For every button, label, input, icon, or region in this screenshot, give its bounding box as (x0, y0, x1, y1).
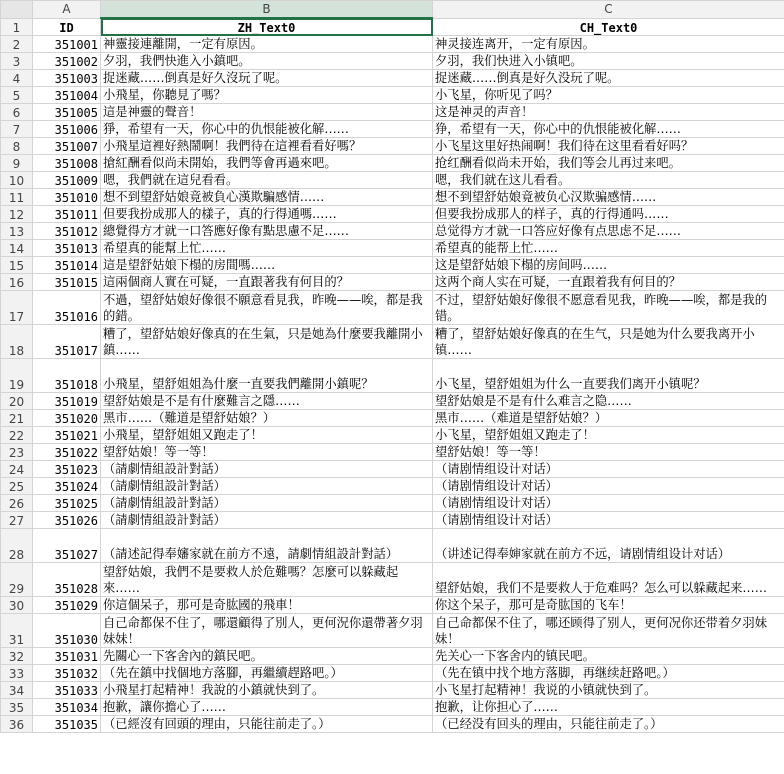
cell-zh-text[interactable]: 小飛星這裡好熱鬧啊！我們待在這裡看看好嗎？ (101, 138, 433, 155)
cell-id[interactable]: 351031 (33, 648, 101, 665)
cell-id[interactable]: 351024 (33, 478, 101, 495)
cell-id[interactable]: 351026 (33, 512, 101, 529)
cell-zh-text[interactable]: 先關心一下客舍內的鎮民吧。 (101, 648, 433, 665)
table-row (1, 359, 784, 393)
cell-ch-text[interactable]: 小飞星这里好热闹啊！我们待在这里看看好吗？ (433, 138, 784, 155)
cell-zh-text[interactable]: 小飛星打起精神！我說的小鎮就快到了。 (101, 682, 433, 699)
cell-zh-text[interactable]: （已經沒有回頭的理由，只能往前走了。） (101, 716, 433, 733)
row-header[interactable]: 19 (1, 359, 33, 393)
cell-ch-text[interactable]: 望舒姑娘！等一等！ (433, 444, 784, 461)
table-row (1, 393, 784, 410)
row-header[interactable]: 35 (1, 699, 33, 716)
cell-ch-text[interactable]: 黑市……（难道是望舒姑娘？） (433, 410, 784, 427)
cell-id[interactable]: 351002 (33, 53, 101, 70)
table-row (1, 512, 784, 529)
table-row (1, 648, 784, 665)
cell-id[interactable]: 351030 (33, 614, 101, 648)
row-header[interactable]: 25 (1, 478, 33, 495)
row-header[interactable]: 12 (1, 206, 33, 223)
row-header[interactable]: 6 (1, 104, 33, 121)
cell-zh-text[interactable]: （請劇情組設計對話） (101, 461, 433, 478)
cell-ch-text[interactable]: 你这个呆子，那可是奇肱国的飞车！ (433, 597, 784, 614)
row-header[interactable]: 27 (1, 512, 33, 529)
cell-ch-text[interactable]: 但要我扮成那人的样子，真的行得通吗…… (433, 206, 784, 223)
cell-zh-text[interactable]: 小飛星，你聽見了嗎？ (101, 87, 433, 104)
cell-ch-text[interactable]: 小飞星打起精神！我说的小镇就快到了。 (433, 682, 784, 699)
cell-id[interactable]: 351012 (33, 223, 101, 240)
cell-zh-text[interactable]: 搶紅酬看似尚未開始，我們等會再過來吧。 (101, 155, 433, 172)
cell-ch-text[interactable]: 嗯，我们就在这儿看看。 (433, 172, 784, 189)
row-header[interactable]: 16 (1, 274, 33, 291)
row-header[interactable]: 21 (1, 410, 33, 427)
cell-id[interactable]: 351032 (33, 665, 101, 682)
cell-zh-text[interactable]: 想不到望舒姑娘竟被負心漢欺騙感情…… (101, 189, 433, 206)
table-row (1, 138, 784, 155)
table-row (1, 427, 784, 444)
cell-id[interactable]: 351018 (33, 359, 101, 393)
cell-ch-text[interactable]: 这是望舒姑娘下榻的房间吗…… (433, 257, 784, 274)
cell-id[interactable]: 351020 (33, 410, 101, 427)
cell-zh-text[interactable]: （請劇情組設計對話） (101, 495, 433, 512)
cell-ch-text[interactable]: 望舒姑娘是不是有什么难言之隐…… (433, 393, 784, 410)
row-header[interactable]: 33 (1, 665, 33, 682)
row-header[interactable]: 28 (1, 529, 33, 563)
cell-id[interactable]: 351010 (33, 189, 101, 206)
cell-zh-text[interactable]: 希望真的能幫上忙…… (101, 240, 433, 257)
cell-ch-text[interactable]: 小飞星，你听见了吗？ (433, 87, 784, 104)
cell-id[interactable]: 351011 (33, 206, 101, 223)
table-row (1, 614, 784, 648)
row-header[interactable]: 2 (1, 36, 33, 53)
cell-id[interactable]: 351025 (33, 495, 101, 512)
column-header-b[interactable]: B (101, 1, 433, 19)
cell-zh-text[interactable]: 抱歉，讓你擔心了…… (101, 699, 433, 716)
row-header[interactable]: 24 (1, 461, 33, 478)
cell-ch-text[interactable]: 总觉得方才就一口答应好像有点思虑不足…… (433, 223, 784, 240)
header-row (1, 18, 784, 36)
cell-id[interactable]: 351013 (33, 240, 101, 257)
cell-zh-text[interactable]: 不過，望舒姑娘好像很不願意看見我，昨晚——唉，都是我的錯。 (101, 291, 433, 325)
cell-zh-text[interactable]: 夕羽，我們快進入小鎮吧。 (101, 53, 433, 70)
table-row (1, 189, 784, 206)
header-cell-zh-selected[interactable]: ZH_Text0 (101, 18, 433, 36)
header-cell-id[interactable]: ID (33, 18, 101, 36)
select-all-corner[interactable] (1, 1, 33, 19)
cell-zh-text[interactable]: 這是望舒姑娘下榻的房間嗎…… (101, 257, 433, 274)
cell-id[interactable]: 351028 (33, 563, 101, 597)
cell-ch-text[interactable]: 捉迷藏……倒真是好久没玩了呢。 (433, 70, 784, 87)
cell-zh-text[interactable]: 小飛星，望舒姐姐又跑走了！ (101, 427, 433, 444)
cell-id[interactable]: 351021 (33, 427, 101, 444)
cell-zh-text[interactable]: 神靈接連離開，一定有原因。 (101, 36, 433, 53)
cell-id[interactable]: 351015 (33, 274, 101, 291)
cell-id[interactable]: 351023 (33, 461, 101, 478)
row-header[interactable]: 30 (1, 597, 33, 614)
cell-zh-text[interactable]: （請述記得奉嬸家就在前方不遠，請劇情組設計對話） (101, 529, 433, 563)
cell-ch-text[interactable]: 这两个商人实在可疑，一直跟着我有何目的？ (433, 274, 784, 291)
table-row (1, 529, 784, 563)
table-row (1, 410, 784, 427)
row-header[interactable]: 20 (1, 393, 33, 410)
row-header[interactable]: 8 (1, 138, 33, 155)
table-row (1, 121, 784, 138)
row-header[interactable]: 11 (1, 189, 33, 206)
cell-zh-text[interactable]: 糟了，望舒姑娘好像真的在生氣，只是她為什麼要我離開小鎮…… (101, 325, 433, 359)
cell-ch-text[interactable]: （先在镇中找个地方落脚，再继续赶路吧。） (433, 665, 784, 682)
table-row (1, 104, 784, 121)
row-header[interactable]: 1 (1, 18, 33, 36)
cell-ch-text[interactable]: （请剧情组设计对话） (433, 478, 784, 495)
cell-id[interactable]: 351004 (33, 87, 101, 104)
cell-zh-text[interactable]: 你這個呆子，那可是奇肱國的飛車！ (101, 597, 433, 614)
cell-ch-text[interactable]: 夕羽，我们快进入小镇吧。 (433, 53, 784, 70)
cell-zh-text[interactable]: （請劇情組設計對話） (101, 478, 433, 495)
cell-zh-text[interactable]: 黑市……（難道是望舒姑娘？） (101, 410, 433, 427)
table-row (1, 699, 784, 716)
table-row (1, 325, 784, 359)
table-row (1, 563, 784, 597)
row-header[interactable]: 23 (1, 444, 33, 461)
table-row (1, 597, 784, 614)
cell-zh-text[interactable]: 望舒姑娘是不是有什麼難言之隱…… (101, 393, 433, 410)
table-row (1, 478, 784, 495)
cell-ch-text[interactable]: （请剧情组设计对话） (433, 512, 784, 529)
cell-ch-text[interactable]: （讲述记得奉婶家就在前方不远，请剧情组设计对话） (433, 529, 784, 563)
cell-id[interactable]: 351034 (33, 699, 101, 716)
row-header[interactable]: 29 (1, 563, 33, 597)
cell-id[interactable]: 351016 (33, 291, 101, 325)
cell-id[interactable]: 351005 (33, 104, 101, 121)
cell-id[interactable]: 351001 (33, 36, 101, 53)
header-cell-ch[interactable]: CH_Text0 (433, 18, 784, 36)
cell-id[interactable]: 351033 (33, 682, 101, 699)
table-row (1, 172, 784, 189)
cell-ch-text[interactable]: 望舒姑娘，我们不是要救人于危难吗？怎么可以躲藏起来…… (433, 563, 784, 597)
table-row (1, 495, 784, 512)
table-row (1, 53, 784, 70)
cell-ch-text[interactable]: 糟了，望舒姑娘好像真的在生气，只是她为什么要我离开小镇…… (433, 325, 784, 359)
table-row (1, 274, 784, 291)
table-row (1, 87, 784, 104)
cell-ch-text[interactable]: 这是神灵的声音！ (433, 104, 784, 121)
table-row (1, 36, 784, 53)
cell-zh-text[interactable]: 這兩個商人實在可疑，一直跟著我有何目的？ (101, 274, 433, 291)
row-header[interactable]: 13 (1, 223, 33, 240)
cell-zh-text[interactable]: 但要我扮成那人的樣子，真的行得通嗎…… (101, 206, 433, 223)
table-row (1, 444, 784, 461)
table-row (1, 461, 784, 478)
row-header[interactable]: 9 (1, 155, 33, 172)
row-header[interactable]: 4 (1, 70, 33, 87)
cell-ch-text[interactable]: 神灵接连离开，一定有原因。 (433, 36, 784, 53)
column-header-c[interactable]: C (433, 1, 784, 19)
row-header[interactable]: 10 (1, 172, 33, 189)
cell-id[interactable]: 351029 (33, 597, 101, 614)
row-header[interactable]: 14 (1, 240, 33, 257)
cell-id[interactable]: 351003 (33, 70, 101, 87)
cell-zh-text[interactable]: 猙，希望有一天，你心中的仇恨能被化解…… (101, 121, 433, 138)
cell-zh-text[interactable]: 自己命都保不住了，哪還顧得了別人，更何況你還帶著夕羽妹妹！ (101, 614, 433, 648)
cell-zh-text[interactable]: 捉迷藏……倒真是好久沒玩了呢。 (101, 70, 433, 87)
table-row (1, 70, 784, 87)
cell-zh-text[interactable]: 嗯，我們就在這兒看看。 (101, 172, 433, 189)
cell-ch-text[interactable]: （已经没有回头的理由，只能往前走了。） (433, 716, 784, 733)
cell-id[interactable]: 351022 (33, 444, 101, 461)
cell-id[interactable]: 351019 (33, 393, 101, 410)
row-header[interactable]: 36 (1, 716, 33, 733)
row-header[interactable]: 7 (1, 121, 33, 138)
cell-ch-text[interactable]: 抱歉，让你担心了…… (433, 699, 784, 716)
cell-ch-text[interactable]: 自己命都保不住了，哪还顾得了别人，更何况你还带着夕羽妹妹！ (433, 614, 784, 648)
cell-id[interactable]: 351014 (33, 257, 101, 274)
cell-zh-text[interactable]: 望舒姑娘！等一等！ (101, 444, 433, 461)
row-header[interactable]: 34 (1, 682, 33, 699)
cell-zh-text[interactable]: （先在鎮中找個地方落腳，再繼續趕路吧。） (101, 665, 433, 682)
cell-zh-text[interactable]: （請劇情組設計對話） (101, 512, 433, 529)
row-header[interactable]: 17 (1, 291, 33, 325)
table-row (1, 716, 784, 733)
table-row (1, 682, 784, 699)
cell-ch-text[interactable]: 先关心一下客舍内的镇民吧。 (433, 648, 784, 665)
column-header-a[interactable]: A (33, 1, 101, 19)
cell-ch-text[interactable]: 希望真的能帮上忙…… (433, 240, 784, 257)
cell-id[interactable]: 351009 (33, 172, 101, 189)
cell-id[interactable]: 351017 (33, 325, 101, 359)
row-header[interactable]: 31 (1, 614, 33, 648)
table-row (1, 665, 784, 682)
row-header[interactable]: 32 (1, 648, 33, 665)
cell-id[interactable]: 351006 (33, 121, 101, 138)
cell-ch-text[interactable]: 小飞星，望舒姐姐为什么一直要我们离开小镇呢？ (433, 359, 784, 393)
cell-ch-text[interactable]: （请剧情组设计对话） (433, 461, 784, 478)
row-header[interactable]: 3 (1, 53, 33, 70)
cell-ch-text[interactable]: 抢红酬看似尚未开始，我们等会儿再过来吧。 (433, 155, 784, 172)
cell-id[interactable]: 351007 (33, 138, 101, 155)
row-header[interactable]: 26 (1, 495, 33, 512)
table-row (1, 257, 784, 274)
row-header[interactable]: 22 (1, 427, 33, 444)
cell-zh-text[interactable]: 這是神靈的聲音！ (101, 104, 433, 121)
table-row (1, 206, 784, 223)
table-row (1, 155, 784, 172)
cell-zh-text[interactable]: 小飛星，望舒姐姐為什麼一直要我們離開小鎮呢？ (101, 359, 433, 393)
cell-zh-text[interactable]: 總覺得方才就一口答應好像有點思慮不足…… (101, 223, 433, 240)
cell-id[interactable]: 351035 (33, 716, 101, 733)
cell-ch-text[interactable]: 狰，希望有一天，你心中的仇恨能被化解…… (433, 121, 784, 138)
table-row (1, 240, 784, 257)
table-row (1, 223, 784, 240)
cell-ch-text[interactable]: （请剧情组设计对话） (433, 495, 784, 512)
cell-ch-text[interactable]: 小飞星，望舒姐姐又跑走了！ (433, 427, 784, 444)
cell-ch-text[interactable]: 想不到望舒姑娘竟被负心汉欺骗感情…… (433, 189, 784, 206)
row-header[interactable]: 5 (1, 87, 33, 104)
cell-id[interactable]: 351027 (33, 529, 101, 563)
cell-id[interactable]: 351008 (33, 155, 101, 172)
cell-zh-text[interactable]: 望舒姑娘，我們不是要救人於危難嗎？怎麼可以躲藏起來…… (101, 563, 433, 597)
cell-ch-text[interactable]: 不过，望舒姑娘好像很不愿意看见我，昨晚——唉，都是我的错。 (433, 291, 784, 325)
row-header[interactable]: 15 (1, 257, 33, 274)
row-header[interactable]: 18 (1, 325, 33, 359)
table-row (1, 291, 784, 325)
